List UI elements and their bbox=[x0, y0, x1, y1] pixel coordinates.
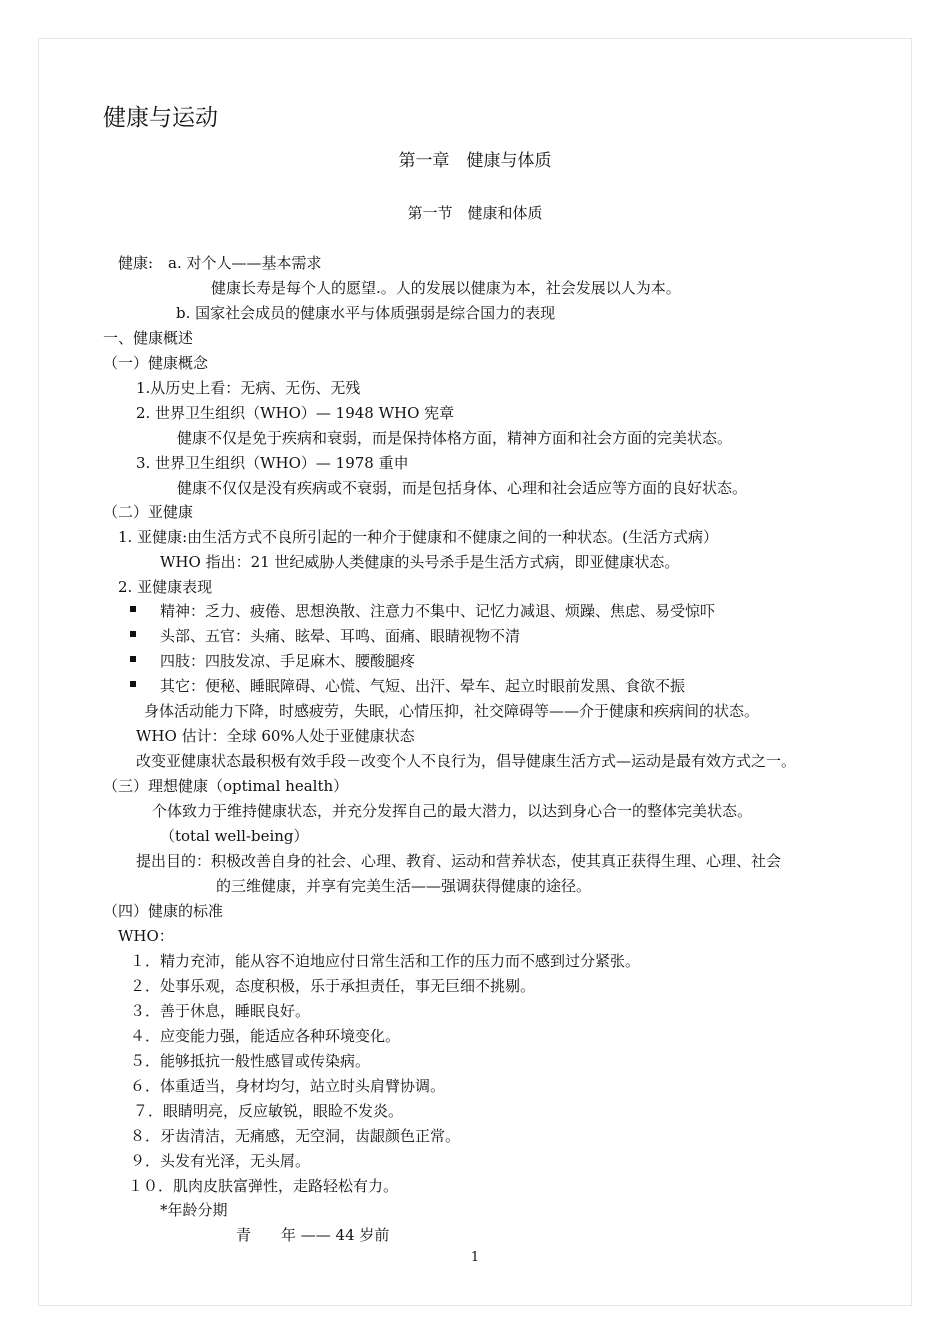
text-line: 1. 亚健康:由生活方式不良所引起的一种介于健康和不健康之间的一种状态。(生活方式病） bbox=[118, 528, 718, 546]
list-item: ５．能够抵抗一般性感冒或传染病。 bbox=[130, 1052, 371, 1070]
text-line: 的三维健康，并享有完美生活——强调获得健康的途径。 bbox=[216, 877, 592, 895]
subsection-heading: （三）理想健康（optimal health） bbox=[103, 777, 349, 795]
list-item: ８．牙齿清洁，无痛感，无空洞，齿龈颜色正常。 bbox=[130, 1127, 461, 1145]
text-line: WHO 指出：21 世纪威胁人类健康的头号杀手是生活方式病，即亚健康状态。 bbox=[160, 553, 680, 571]
text-line: *年龄分期 bbox=[160, 1201, 228, 1219]
list-item: 头部、五官：头痛、眩晕、耳鸣、面痛、眼睛视物不清 bbox=[160, 627, 521, 645]
text-line: 健康: a. 对个人——基本需求 bbox=[118, 254, 322, 272]
text-line: b. 国家社会成员的健康水平与体质强弱是综合国力的表现 bbox=[176, 304, 556, 322]
text-line: （total well-being） bbox=[160, 827, 309, 845]
list-item: ７．眼睛明亮，反应敏锐，眼睑不发炎。 bbox=[133, 1102, 404, 1120]
list-item: 精神：乏力、疲倦、思想涣散、注意力不集中、记忆力减退、烦躁、焦虑、易受惊吓 bbox=[160, 602, 716, 620]
text-line: WHO： bbox=[118, 927, 174, 945]
section-heading: 第一节 健康和体质 bbox=[407, 204, 543, 222]
text-line: 健康长寿是每个人的愿望.。人的发展以健康为本，社会发展以人为本。 bbox=[211, 279, 681, 297]
text-line: 提出目的：积极改善自身的社会、心理、教育、运动和营养状态，使其真正获得生理、心理、社会 bbox=[136, 852, 782, 870]
list-item: ４．应变能力强，能适应各种环境变化。 bbox=[130, 1027, 401, 1045]
list-item: １０．肌肉皮肤富弹性，走路轻松有力。 bbox=[128, 1177, 399, 1195]
list-item: ３．善于休息，睡眠良好。 bbox=[130, 1002, 311, 1020]
document-title: 健康与运动 bbox=[103, 105, 218, 131]
bullet-icon bbox=[130, 681, 136, 687]
text-line: 2. 亚健康表现 bbox=[118, 578, 213, 596]
list-item: ９．头发有光泽，无头屑。 bbox=[130, 1152, 311, 1170]
text-line: 个体致力于维持健康状态，并充分发挥自己的最大潜力，以达到身心合一的整体完美状态。 bbox=[152, 802, 753, 820]
list-item: 四肢：四肢发凉、手足麻木、腰酸腿疼 bbox=[160, 652, 416, 670]
text-line: 改变亚健康状态最积极有效手段－改变个人不良行为，倡导健康生活方式—运动是最有效方式之一。 bbox=[136, 752, 797, 770]
text-line: 3. 世界卫生组织（WHO）— 1978 重申 bbox=[136, 454, 409, 472]
section-1-heading: 一、健康概述 bbox=[103, 329, 194, 347]
subsection-heading: （四）健康的标准 bbox=[103, 902, 224, 920]
page-number: 1 bbox=[470, 1250, 480, 1265]
text-line: 2. 世界卫生组织（WHO）— 1948 WHO 宪章 bbox=[136, 404, 455, 422]
list-item: ２．处事乐观，态度积极，乐于承担责任，事无巨细不挑剔。 bbox=[130, 977, 536, 995]
subsection-heading: （二）亚健康 bbox=[103, 503, 194, 521]
bullet-icon bbox=[130, 606, 136, 612]
chapter-heading: 第一章 健康与体质 bbox=[398, 151, 552, 171]
text-line: 1.从历史上看：无病、无伤、无残 bbox=[136, 379, 361, 397]
text-line: 健康不仅仅是没有疾病或不衰弱，而是包括身体、心理和社会适应等方面的良好状态。 bbox=[177, 479, 748, 497]
bullet-icon bbox=[130, 631, 136, 637]
text-line: 青 年 —— 44 岁前 bbox=[236, 1226, 390, 1244]
text-line: WHO 估计：全球 60%人处于亚健康状态 bbox=[136, 727, 415, 745]
text-line: 健康不仅是免于疾病和衰弱，而是保持体格方面，精神方面和社会方面的完美状态。 bbox=[177, 429, 733, 447]
list-item: １．精力充沛，能从容不迫地应付日常生活和工作的压力而不感到过分紧张。 bbox=[130, 952, 641, 970]
list-item: 其它：便秘、睡眠障碍、心慌、气短、出汗、晕车、起立时眼前发黑、食欲不振 bbox=[160, 677, 686, 695]
list-item: ６．体重适当，身材均匀，站立时头肩臂协调。 bbox=[130, 1077, 446, 1095]
bullet-icon bbox=[130, 656, 136, 662]
text-line: 身体活动能力下降，时感疲劳，失眠，心情压抑，社交障碍等——介于健康和疾病间的状态。 bbox=[144, 702, 760, 720]
subsection-heading: （一）健康概念 bbox=[103, 354, 209, 372]
